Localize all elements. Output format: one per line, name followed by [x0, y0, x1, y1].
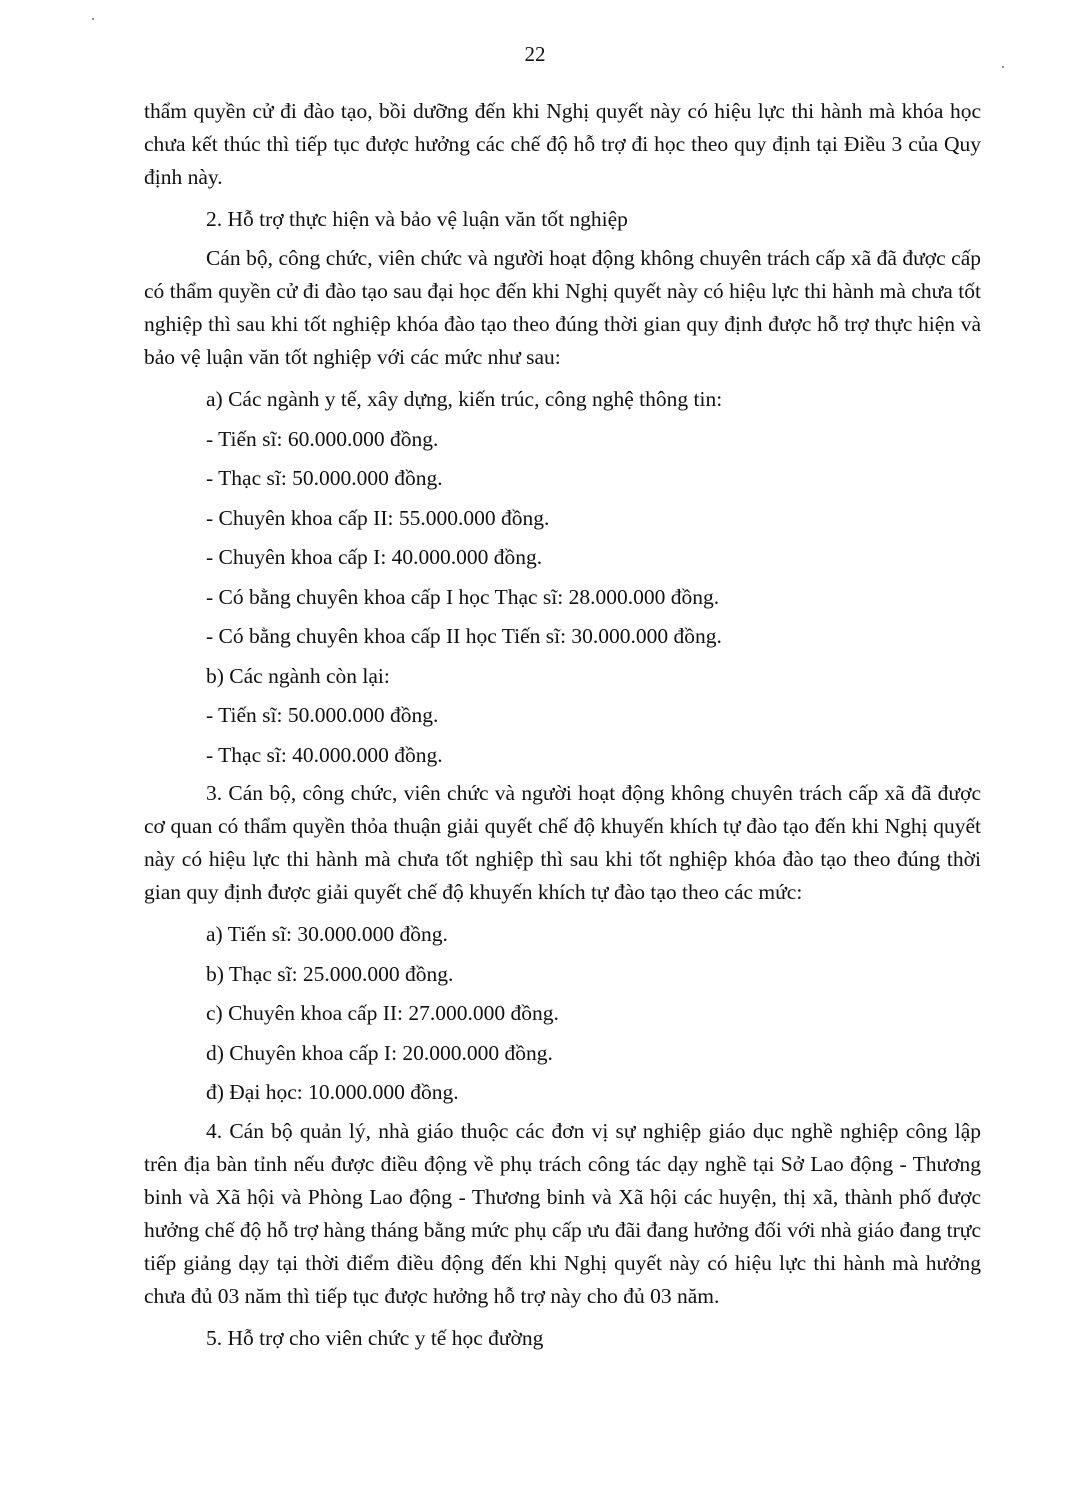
document-body [144, 95, 981, 1358]
list-item: - Tiến sĩ: 60.000.000 đồng. [206, 426, 439, 451]
list-item: - Thạc sĩ: 40.000.000 đồng. [206, 742, 443, 767]
section-2-heading: 2. Hỗ trợ thực hiện và bảo vệ luận văn tốt nghiệp [206, 207, 628, 231]
section-3-body: 3. Cán bộ, công chức, viên chức và người hoạt động không chuyên trách cấp xã đã được cơ quan có thẩm quyền thỏa thuận giải quyết chế độ khuyến khích tự đào tạo đến khi Nghị quyết này có hiệu lực thi hành mà chưa tốt nghiệp thì sau khi tốt nghiệp khóa đào tạo theo đúng thời gian quy định được giải quyết chế độ khuyến khích tự đào tạo theo các mức: [144, 781, 981, 904]
list-item: b) Thạc sĩ: 25.000.000 đồng. [206, 961, 454, 986]
section-2-a-label: a) Các ngành y tế, xây dựng, kiến trúc, công nghệ thông tin: [206, 387, 723, 411]
list-item: - Tiến sĩ: 50.000.000 đồng. [206, 703, 439, 727]
list-item: - Có bằng chuyên khoa cấp II học Tiến sĩ: 30.000.000 đồng. [206, 624, 722, 648]
list-item: a) Tiến sĩ: 30.000.000 đồng. [206, 922, 448, 946]
list-item: - Có bằng chuyên khoa cấp I học Thạc sĩ: 28.000.000 đồng. [206, 584, 720, 609]
list-item: - Chuyên khoa cấp I: 40.000.000 đồng. [206, 545, 543, 569]
list-item: đ) Đại học: 10.000.000 đồng. [206, 1080, 459, 1104]
section-2-body: Cán bộ, công chức, viên chức và người hoạt động không chuyên trách cấp xã đã được cấp có thẩm quyền cử đi đào tạo sau đại học đến khi Nghị quyết này có hiệu lực thi hành mà chưa tốt nghiệp thì sau khi tốt nghiệp khóa đào tạo theo đúng thời gian quy định được hỗ trợ thực hiện và bảo vệ luận văn tốt nghiệp với các mức như sau: [144, 246, 981, 369]
list-item: - Thạc sĩ: 50.000.000 đồng. [206, 466, 443, 490]
scan-speck [92, 18, 94, 20]
list-item: - Chuyên khoa cấp II: 55.000.000 đồng. [206, 505, 550, 530]
intro-paragraph: thẩm quyền cử đi đào tạo, bồi dưỡng đến khi Nghị quyết này có hiệu lực thi hành mà khóa học chưa kết thúc thì tiếp tục được hưởng các chế độ hỗ trợ đi học theo quy định tại Điều 3 của Quy định này. [144, 99, 981, 189]
list-item: c) Chuyên khoa cấp II: 27.000.000 đồng. [206, 1001, 559, 1025]
section-2-b-label: b) Các ngành còn lại: [206, 663, 390, 688]
section-4-body: 4. Cán bộ quản lý, nhà giáo thuộc các đơn vị sự nghiệp giáo dục nghề nghiệp công lập trên địa bàn tỉnh nếu được điều động về phụ trách công tác dạy nghề tại Sở Lao động - Thương binh và Xã hội và Phòng Lao động - Thương binh và Xã hội các huyện, thị xã, thành phố được hưởng chế độ hỗ trợ hàng tháng bằng mức phụ cấp ưu đãi đang hưởng đối với nhà giáo đang trực tiếp giảng dạy tại thời điểm điều động đến khi Nghị quyết này có hiệu lực thi hành mà hưởng chưa đủ 03 năm thì tiếp tục được hưởng hỗ trợ này cho đủ 03 năm. [144, 1118, 981, 1308]
page-number: 22 [524, 42, 546, 66]
section-5-heading: 5. Hỗ trợ cho viên chức y tế học đường [206, 1325, 544, 1350]
list-item: d) Chuyên khoa cấp I: 20.000.000 đồng. [206, 1040, 553, 1065]
